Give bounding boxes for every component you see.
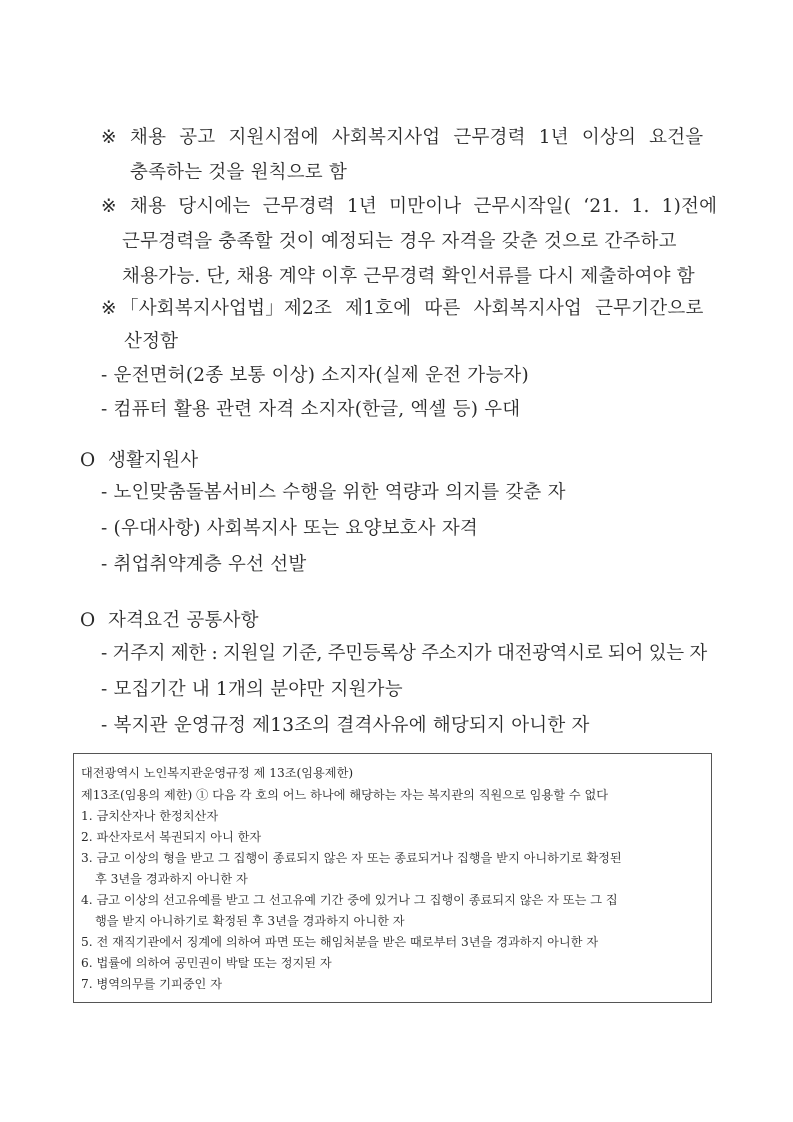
note-line: 「사회복지사업법」제2조 제1호에 따른 사회복지사업 근무기간으로 <box>120 298 704 319</box>
list-item: - 취업취약계층 우선 선발 <box>101 554 307 575</box>
regulation-item-cont: 후 3년을 경과하지 아니한 자 <box>95 872 248 886</box>
regulation-item: 7. 병역의무를 기피중인 자 <box>81 977 222 991</box>
section-bullet: O <box>80 450 96 471</box>
list-item: - (우대사항) 사회복지사 또는 요양보호사 자격 <box>101 518 478 539</box>
list-item: - 컴퓨터 활용 관련 자격 소지자(한글, 엑셀 등) 우대 <box>101 399 521 420</box>
note-line: 산정함 <box>124 331 179 352</box>
note-mark: ※ <box>101 298 117 319</box>
list-item: - 복지관 운영규정 제13조의 결격사유에 해당되지 아니한 자 <box>101 715 590 736</box>
list-item: - 노인맞춤돌봄서비스 수행을 위한 역량과 의지를 갖춘 자 <box>101 482 566 503</box>
section-bullet: O <box>80 610 96 631</box>
regulation-item: 6. 법률에 의하여 공민권이 박탈 또는 정지된 자 <box>81 956 332 970</box>
regulation-item: 5. 전 재직기관에서 징계에 의하여 파면 또는 해임처분을 받은 때로부터 3년을 경과하지 아니한 자 <box>81 935 599 949</box>
note-line: 근무경력을 충족할 것이 예정되는 경우 자격을 갖춘 것으로 간주하고 <box>122 231 677 252</box>
note-mark: ※ <box>101 196 117 217</box>
regulation-intro: 제13조(임용의 제한) ① 다음 각 호의 어느 하나에 해당하는 자는 복지관의 직원으로 임용할 수 없다 <box>81 788 609 802</box>
section-title: 자격요건 공통사항 <box>108 610 259 631</box>
regulation-item: 2. 파산자로서 복권되지 아니 한자 <box>81 830 262 844</box>
regulation-item: 4. 금고 이상의 선고유예를 받고 그 선고유예 기간 중에 있거나 그 집행이 종료되지 않은 자 또는 그 집 <box>81 893 618 907</box>
regulation-item-cont: 행을 받지 아니하기로 확정된 후 3년을 경과하지 아니한 자 <box>95 914 405 928</box>
list-item: - 운전면허(2종 보통 이상) 소지자(실제 운전 가능자) <box>101 365 529 386</box>
list-item: - 모집기간 내 1개의 분야만 지원가능 <box>101 679 403 700</box>
regulation-item: 1. 금치산자나 한정치산자 <box>81 809 219 823</box>
section-title: 생활지원사 <box>108 450 199 471</box>
note-line: 채용 공고 지원시점에 사회복지사업 근무경력 1년 이상의 요건을 <box>130 127 704 148</box>
note-line: 채용가능. 단, 채용 계약 이후 근무경력 확인서류를 다시 제출하여야 함 <box>122 266 695 287</box>
note-mark: ※ <box>101 127 117 148</box>
list-item: - 거주지 제한 : 지원일 기준, 주민등록상 주소지가 대전광역시로 되어 있는 자 <box>101 643 707 664</box>
regulation-item: 3. 금고 이상의 형을 받고 그 집행이 종료되지 않은 자 또는 종료되거나 집행을 받지 아니하기로 확정된 <box>81 851 622 865</box>
regulation-title: 대전광역시 노인복지관운영규정 제 13조(임용제한) <box>81 766 354 780</box>
note-line: 채용 당시에는 근무경력 1년 미만이나 근무시작일( ‘21. 1. 1)전에 <box>130 196 718 217</box>
note-line: 충족하는 것을 원칙으로 함 <box>130 162 348 183</box>
